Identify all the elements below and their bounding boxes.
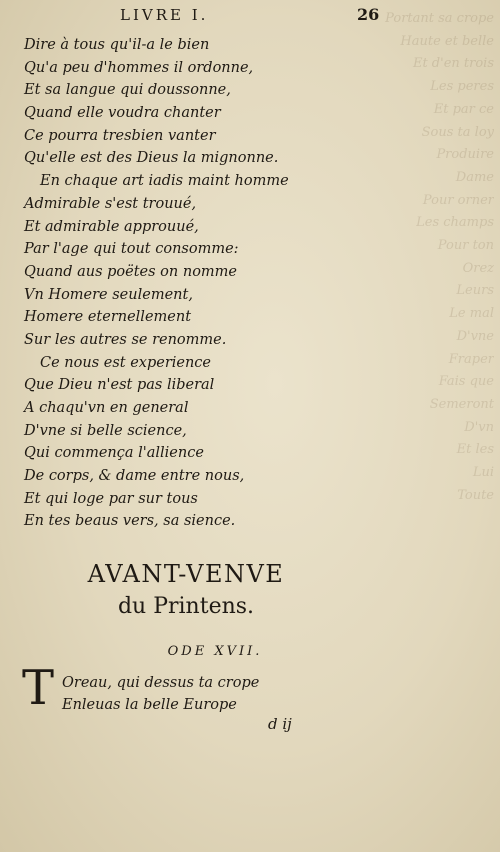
verse-line: Admirable s'est trouué, [24,195,197,212]
show-through-text: Portant sa crope Haute et belle Et d'en trois Les peres Et par ce Sous ta loy Produire Dame Pour orner Les champs Pour ton Orez Leurs Le mal D'vne Fraper Fais que Semeront D'vn Et les Lui Toute [385,11,494,503]
verse-line: Quand elle voudra chanter [24,105,221,122]
verse-line: Et qui loge par sur tous [24,490,198,507]
verse-line: Et admirable approuué, [24,218,199,235]
section-title: AVANT-VENVE [87,560,285,588]
verse-line: Vn Homere seulement, [24,286,193,303]
ode-verse-line: Oreau, qui dessus ta crope [62,675,260,691]
verse-line: Ce nous est experience [40,354,212,371]
verse-line: En tes beaus vers, sa sience. [24,513,236,530]
verse-block [24,34,324,533]
page-number: 26 [357,5,380,24]
page-header [0,6,500,30]
verse-line: Qu'elle est des Dieus la mignonne. [24,150,279,167]
ode-heading: ODE XVII. [167,644,263,659]
verse-line: Qu'a peu d'hommes il ordonne, [24,59,254,76]
verse-line: Homere eternellement [24,309,192,326]
section-subtitle: du Printens. [117,594,255,619]
verse-line: Et sa langue qui doussonne, [24,82,231,99]
verse-line: Qui commença l'allience [24,445,204,462]
verse-line: De corps, & dame entre nous, [24,468,245,485]
signature-mark: d ij [268,715,292,733]
verse-line: Ce pourra tresbien vanter [24,127,216,144]
running-head: LIVRE I. [120,6,209,24]
verse-line: Dire à tous qu'il-a le bien [24,37,210,53]
verse-line: Que Dieu n'est pas liberal [24,377,215,394]
verse-line: En chaque art iadis maint homme [40,173,289,190]
verse-line: D'vne si belle science, [24,422,187,439]
ode-verse-line: Enleuas la belle Europe [62,697,237,713]
verse-line: Quand aus poëtes on nomme [24,263,238,280]
ode-verse-block [62,672,259,716]
drop-cap: T [22,660,55,716]
verse-line: Par l'age qui tout consomme: [24,241,239,258]
verse-line: A chaqu'vn en general [24,400,189,416]
verse-line: Sur les autres se renomme. [24,331,227,348]
